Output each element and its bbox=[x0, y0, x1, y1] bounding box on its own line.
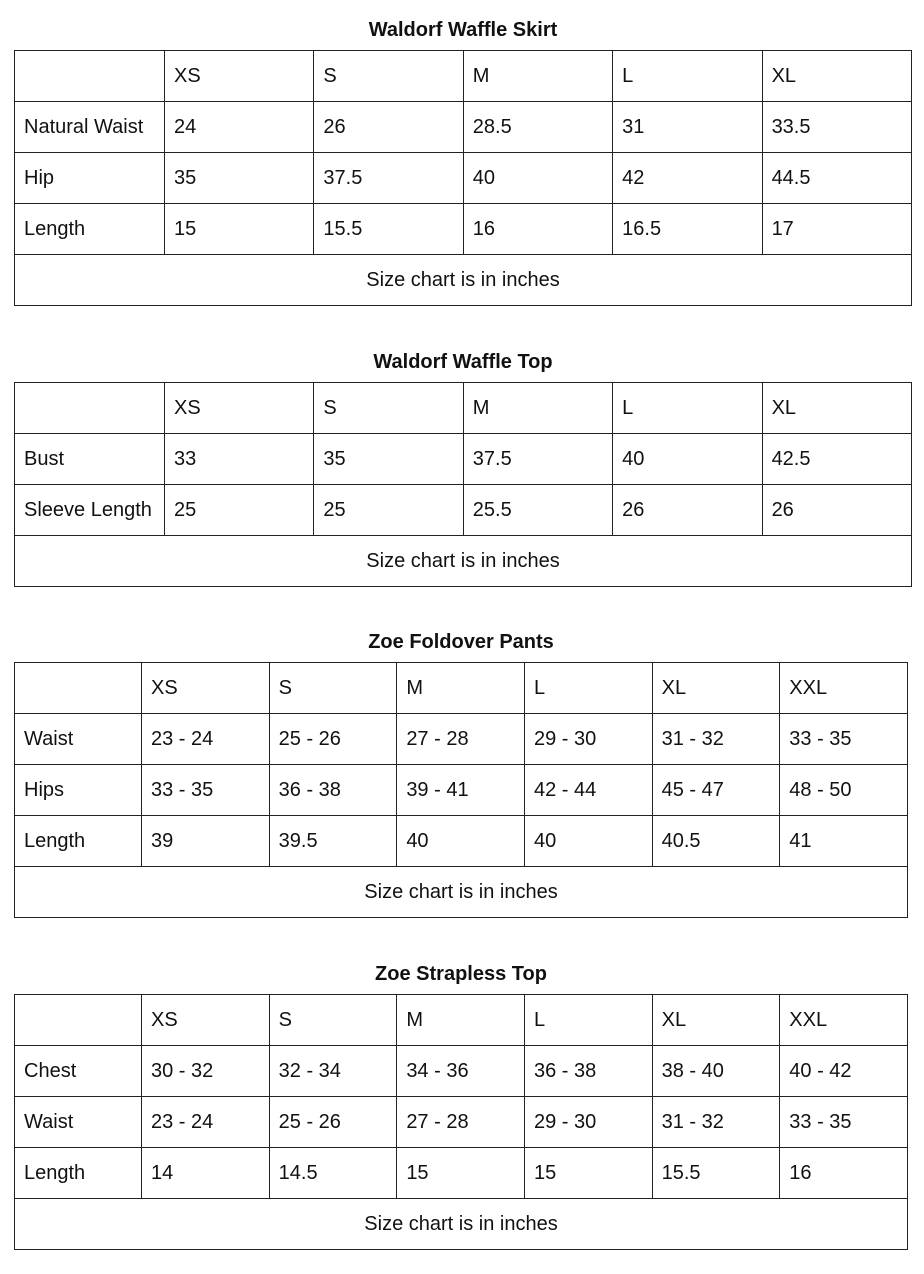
size-chart-waldorf-waffle-skirt bbox=[14, 18, 912, 312]
table-cell: 40 bbox=[397, 816, 525, 867]
table-note-row bbox=[15, 867, 908, 918]
table-row bbox=[15, 1148, 908, 1199]
table-note-row bbox=[15, 255, 912, 306]
table-cell: 45 - 47 bbox=[652, 765, 780, 816]
table-header-row bbox=[15, 663, 908, 714]
header-cell: XXL bbox=[780, 663, 908, 714]
header-cell: XS bbox=[142, 663, 270, 714]
table-cell: 25 - 26 bbox=[269, 714, 397, 765]
row-label: Waist bbox=[15, 714, 142, 765]
header-cell: L bbox=[613, 383, 762, 434]
table-cell: 15.5 bbox=[314, 204, 463, 255]
size-chart-zoe-strapless-top bbox=[14, 962, 908, 1256]
table-cell: 42 bbox=[613, 153, 762, 204]
header-cell bbox=[15, 383, 165, 434]
table-cell: 40.5 bbox=[652, 816, 780, 867]
table-cell: 37.5 bbox=[463, 434, 612, 485]
size-chart-zoe-foldover-pants bbox=[14, 630, 908, 924]
size-note: Size chart is in inches bbox=[15, 867, 908, 918]
chart-title: Waldorf Waffle Top bbox=[373, 351, 553, 373]
header-cell bbox=[15, 663, 142, 714]
table-cell: 15 bbox=[524, 1148, 652, 1199]
header-cell: XXL bbox=[780, 995, 908, 1046]
table-cell: 25 bbox=[165, 485, 314, 536]
table-cell: 24 bbox=[165, 102, 314, 153]
table-row bbox=[15, 1046, 908, 1097]
header-cell: XL bbox=[762, 51, 911, 102]
table-cell: 27 - 28 bbox=[397, 1097, 525, 1148]
row-label: Hip bbox=[15, 153, 165, 204]
table-row bbox=[15, 765, 908, 816]
header-cell: M bbox=[397, 995, 525, 1046]
header-cell: S bbox=[269, 995, 397, 1046]
size-note: Size chart is in inches bbox=[15, 536, 912, 587]
header-cell bbox=[15, 995, 142, 1046]
header-cell: XL bbox=[762, 383, 911, 434]
table-cell: 35 bbox=[165, 153, 314, 204]
row-label: Length bbox=[15, 816, 142, 867]
row-label: Hips bbox=[15, 765, 142, 816]
table-row bbox=[15, 102, 912, 153]
table-cell: 39.5 bbox=[269, 816, 397, 867]
header-cell: L bbox=[524, 663, 652, 714]
table-cell: 15.5 bbox=[652, 1148, 780, 1199]
table-header-row bbox=[15, 383, 912, 434]
table-cell: 25.5 bbox=[463, 485, 612, 536]
header-cell: L bbox=[524, 995, 652, 1046]
table-cell: 33 bbox=[165, 434, 314, 485]
table-cell: 34 - 36 bbox=[397, 1046, 525, 1097]
table-cell: 25 bbox=[314, 485, 463, 536]
table-cell: 40 - 42 bbox=[780, 1046, 908, 1097]
size-note: Size chart is in inches bbox=[15, 255, 912, 306]
table-cell: 41 bbox=[780, 816, 908, 867]
table-cell: 17 bbox=[762, 204, 911, 255]
table-row bbox=[15, 714, 908, 765]
table-row bbox=[15, 204, 912, 255]
chart-title: Waldorf Waffle Skirt bbox=[368, 19, 558, 41]
row-label: Length bbox=[15, 204, 165, 255]
table-cell: 25 - 26 bbox=[269, 1097, 397, 1148]
table-row bbox=[15, 485, 912, 536]
table-cell: 38 - 40 bbox=[652, 1046, 780, 1097]
chart-title: Zoe Foldover Pants bbox=[368, 631, 554, 653]
header-cell: M bbox=[463, 51, 612, 102]
table-cell: 35 bbox=[314, 434, 463, 485]
table-cell: 15 bbox=[165, 204, 314, 255]
header-cell: M bbox=[397, 663, 525, 714]
table-cell: 31 bbox=[613, 102, 762, 153]
table-cell: 30 - 32 bbox=[142, 1046, 270, 1097]
header-cell: S bbox=[269, 663, 397, 714]
table-cell: 14 bbox=[142, 1148, 270, 1199]
header-cell: XS bbox=[165, 51, 314, 102]
table-cell: 33 - 35 bbox=[142, 765, 270, 816]
size-table bbox=[14, 994, 908, 1250]
header-cell: S bbox=[314, 51, 463, 102]
table-cell: 15 bbox=[397, 1148, 525, 1199]
table-cell: 29 - 30 bbox=[524, 714, 652, 765]
table-row bbox=[15, 153, 912, 204]
table-cell: 36 - 38 bbox=[269, 765, 397, 816]
table-cell: 23 - 24 bbox=[142, 714, 270, 765]
table-cell: 23 - 24 bbox=[142, 1097, 270, 1148]
size-table bbox=[14, 382, 912, 587]
table-row bbox=[15, 816, 908, 867]
header-cell: L bbox=[613, 51, 762, 102]
table-cell: 29 - 30 bbox=[524, 1097, 652, 1148]
table-cell: 16.5 bbox=[613, 204, 762, 255]
table-cell: 26 bbox=[762, 485, 911, 536]
table-cell: 40 bbox=[613, 434, 762, 485]
table-cell: 16 bbox=[463, 204, 612, 255]
row-label: Sleeve Length bbox=[15, 485, 165, 536]
table-cell: 48 - 50 bbox=[780, 765, 908, 816]
table-row bbox=[15, 1097, 908, 1148]
header-cell: XL bbox=[652, 663, 780, 714]
table-cell: 26 bbox=[314, 102, 463, 153]
table-cell: 26 bbox=[613, 485, 762, 536]
header-cell: M bbox=[463, 383, 612, 434]
table-cell: 16 bbox=[780, 1148, 908, 1199]
table-row bbox=[15, 434, 912, 485]
header-cell: S bbox=[314, 383, 463, 434]
table-header-row bbox=[15, 995, 908, 1046]
size-chart-waldorf-waffle-top bbox=[14, 350, 912, 592]
size-table bbox=[14, 50, 912, 306]
table-cell: 14.5 bbox=[269, 1148, 397, 1199]
table-cell: 28.5 bbox=[463, 102, 612, 153]
table-cell: 31 - 32 bbox=[652, 714, 780, 765]
table-cell: 39 bbox=[142, 816, 270, 867]
row-label: Bust bbox=[15, 434, 165, 485]
table-cell: 42.5 bbox=[762, 434, 911, 485]
chart-title: Zoe Strapless Top bbox=[375, 963, 547, 985]
table-cell: 36 - 38 bbox=[524, 1046, 652, 1097]
row-label: Natural Waist bbox=[15, 102, 165, 153]
size-note: Size chart is in inches bbox=[15, 1199, 908, 1250]
row-label: Waist bbox=[15, 1097, 142, 1148]
table-cell: 40 bbox=[463, 153, 612, 204]
header-cell: XL bbox=[652, 995, 780, 1046]
table-cell: 42 - 44 bbox=[524, 765, 652, 816]
table-header-row bbox=[15, 51, 912, 102]
size-table bbox=[14, 662, 908, 918]
table-cell: 33 - 35 bbox=[780, 1097, 908, 1148]
table-note-row bbox=[15, 1199, 908, 1250]
header-cell: XS bbox=[142, 995, 270, 1046]
row-label: Length bbox=[15, 1148, 142, 1199]
header-cell bbox=[15, 51, 165, 102]
header-cell: XS bbox=[165, 383, 314, 434]
table-cell: 31 - 32 bbox=[652, 1097, 780, 1148]
table-cell: 39 - 41 bbox=[397, 765, 525, 816]
table-cell: 40 bbox=[524, 816, 652, 867]
table-note-row bbox=[15, 536, 912, 587]
table-cell: 32 - 34 bbox=[269, 1046, 397, 1097]
row-label: Chest bbox=[15, 1046, 142, 1097]
table-cell: 33 - 35 bbox=[780, 714, 908, 765]
table-cell: 44.5 bbox=[762, 153, 911, 204]
table-cell: 33.5 bbox=[762, 102, 911, 153]
table-cell: 27 - 28 bbox=[397, 714, 525, 765]
table-cell: 37.5 bbox=[314, 153, 463, 204]
